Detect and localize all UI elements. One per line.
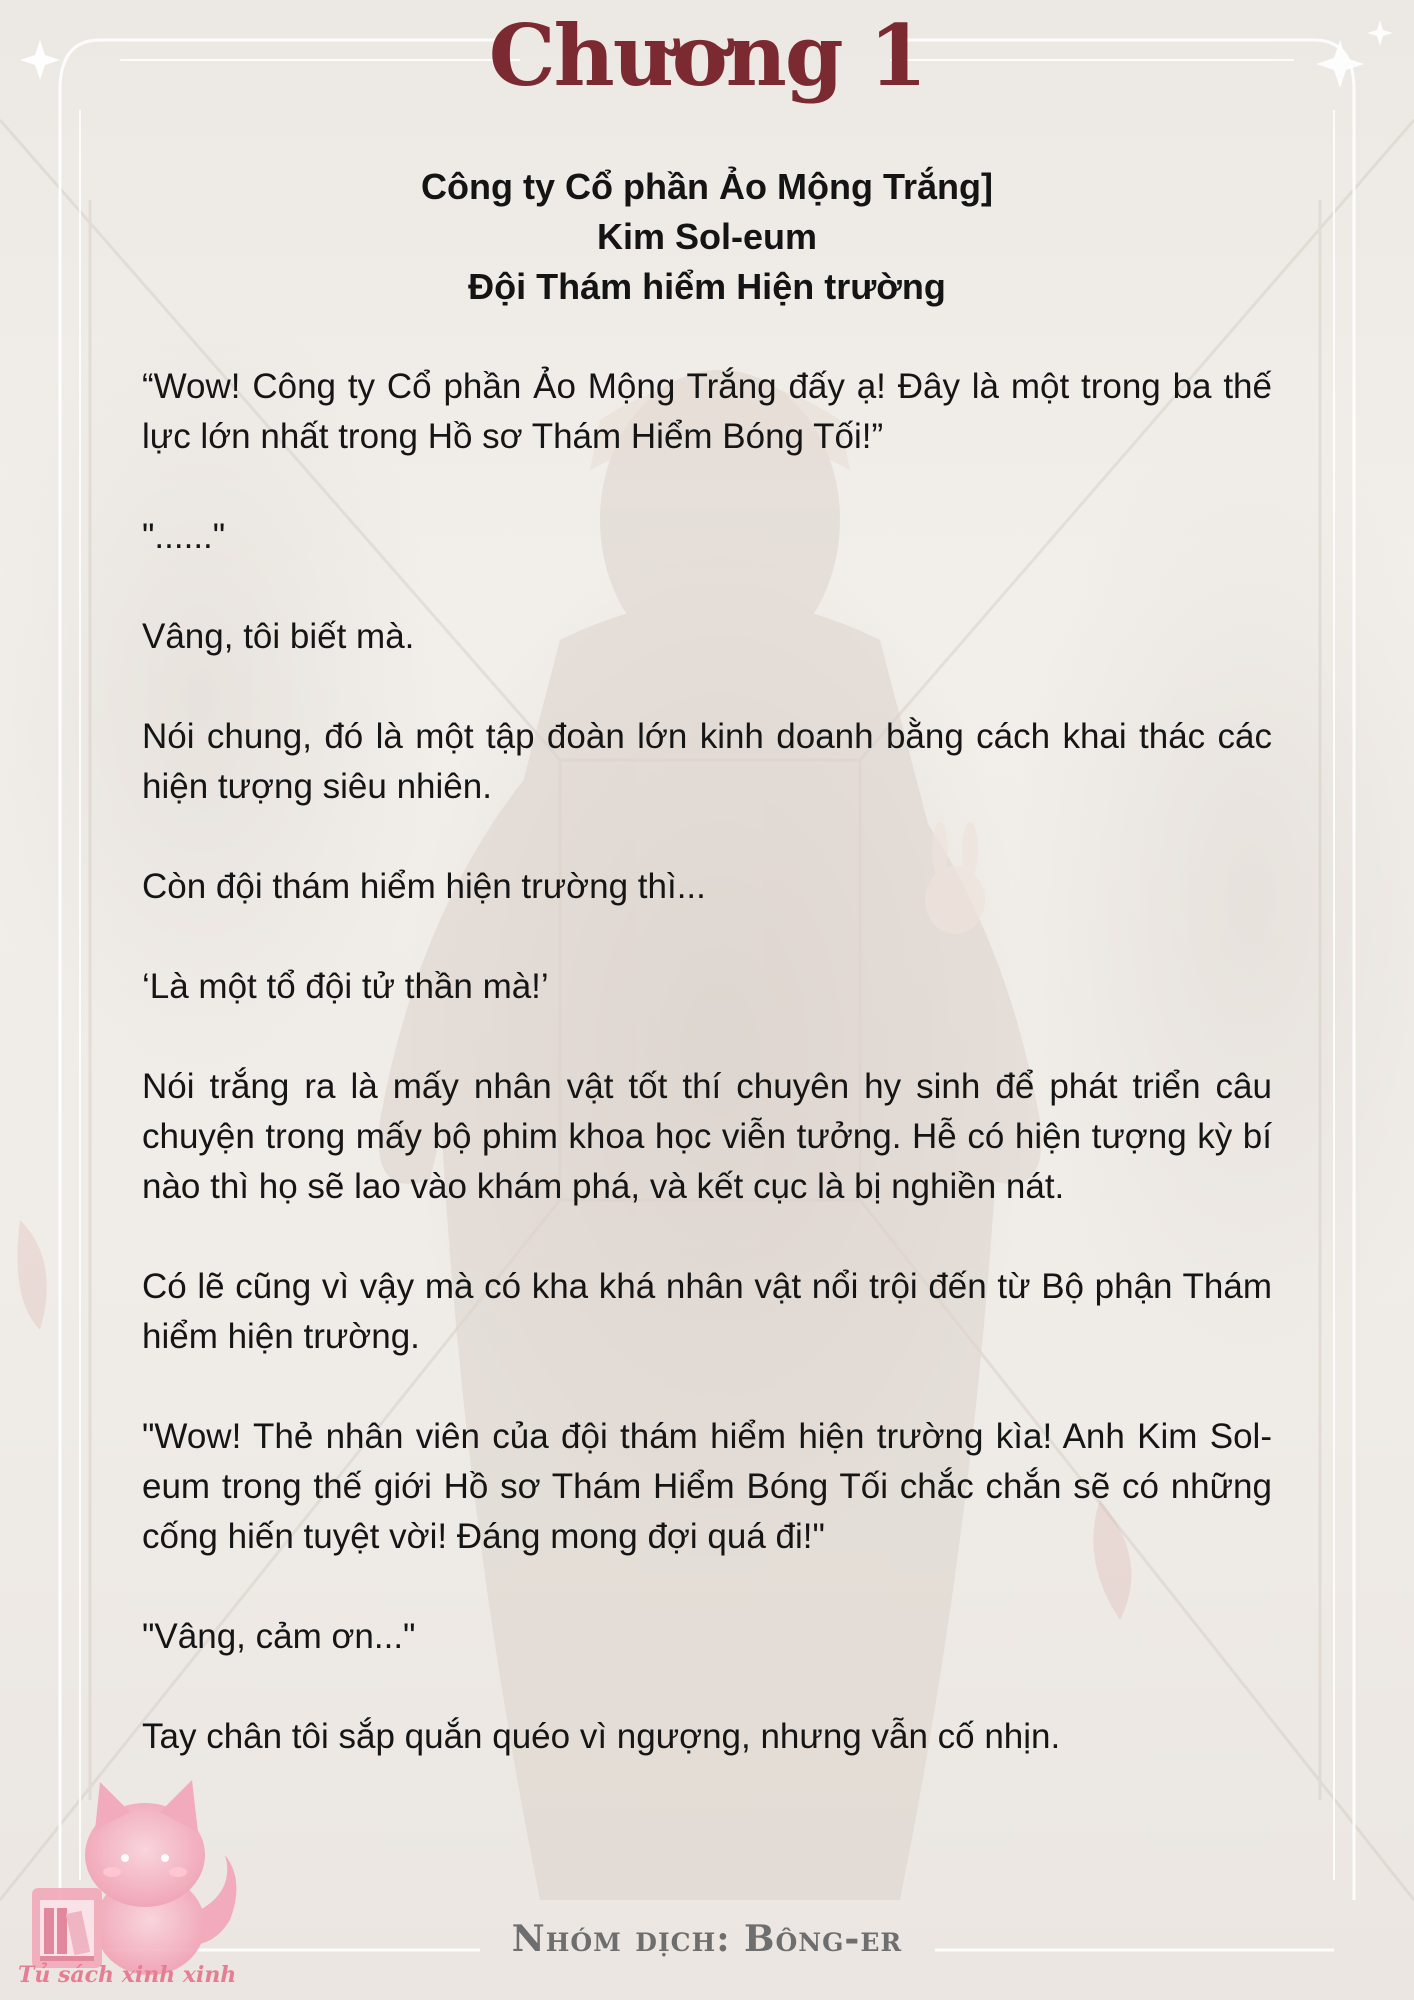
- paragraph: "Wow! Thẻ nhân viên của đội thám hiểm hiện trường kìa! Anh Kim Sol-eum trong thế giới Hồ sơ Thám Hiểm Bóng Tối chắc chắn sẽ có những cống hiến tuyệt vời! Đáng mong đợi quá đi!": [142, 1417, 1272, 1556]
- paragraph: Nói chung, đó là một tập đoàn lớn kinh doanh bằng cách khai thác các hiện tượng siêu nhiên.: [142, 717, 1272, 806]
- paragraph: Tay chân tôi sắp quắn quéo vì ngượng, nhưng vẫn cố nhịn.: [142, 1717, 1061, 1756]
- paragraph: Nói trắng ra là mấy nhân vật tốt thí chuyên hy sinh để phát triển câu chuyện trong mấy bộ phim khoa học viễn tưởng. Hễ có hiện tượng kỳ bí nào thì họ sẽ lao vào khám phá, và kết cục là bị nghiền nát.: [142, 1067, 1272, 1206]
- paragraph: Vâng, tôi biết mà.: [142, 617, 415, 656]
- paragraph: "Vâng, cảm ơn...": [142, 1617, 416, 1656]
- chapter-title: Chương 1: [488, 6, 926, 105]
- chapter-body: [142, 362, 1272, 1812]
- header-line-company: Công ty Cổ phần Ảo Mộng Trắng]: [421, 166, 993, 207]
- header-line-team: Đội Thám hiểm Hiện trường: [468, 266, 946, 307]
- translator-credit: Nhóm dịch: Bông-er: [511, 1918, 903, 1960]
- logo-text: Tủ sách xinh xinh: [18, 1962, 237, 1988]
- paragraph: ‘Là một tổ đội tử thần mà!’: [142, 967, 549, 1006]
- paragraph: Còn đội thám hiểm hiện trường thì...: [142, 867, 706, 906]
- chapter-header: [0, 162, 1414, 312]
- paragraph: "......": [142, 517, 226, 556]
- paragraph: “Wow! Công ty Cổ phần Ảo Mộng Trắng đấy ạ! Đây là một trong ba thế lực lớn nhất trong Hồ sơ Thám Hiểm Bóng Tối!”: [142, 367, 1272, 456]
- paragraph: Có lẽ cũng vì vậy mà có kha khá nhân vật nổi trội đến từ Bộ phận Thám hiểm hiện trường.: [142, 1267, 1272, 1356]
- header-line-name: Kim Sol-eum: [596, 216, 818, 257]
